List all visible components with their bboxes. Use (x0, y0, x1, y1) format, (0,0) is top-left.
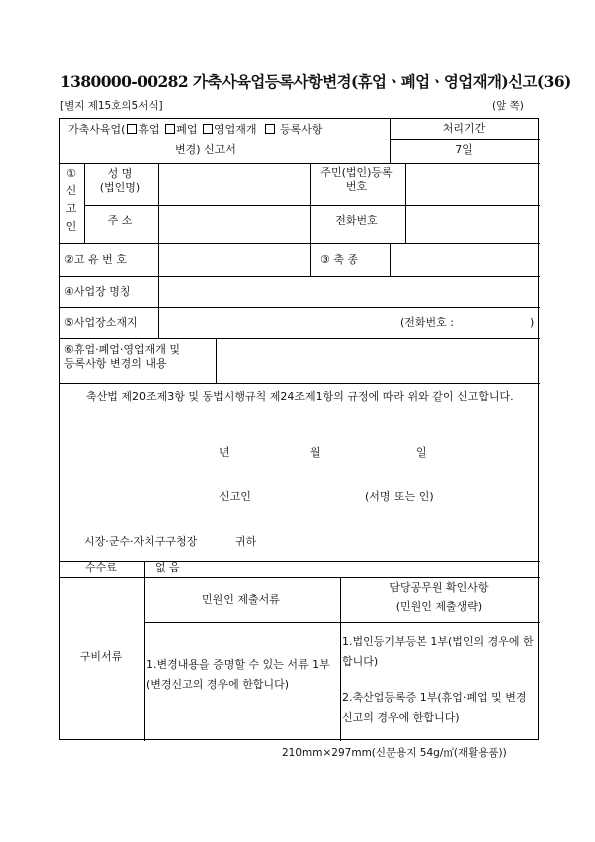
unique-number-label: ②고 유 번 호 (64, 253, 127, 266)
signature-label: (서명 또는 인) (365, 490, 434, 503)
unique-number-field[interactable] (158, 243, 308, 275)
reg-number-label: 주민(법인)등록 (320, 166, 393, 179)
addressee-label: 시장·군수·자치구구청장 (84, 535, 198, 548)
official-docs-header: 담당공무원 확인사항 (389, 581, 489, 594)
addressee-honorific: 귀하 (235, 535, 257, 548)
business-name-field[interactable] (158, 276, 538, 306)
name-sub-label: (법인명) (99, 181, 141, 194)
change-content-field[interactable] (216, 338, 538, 381)
reg-number-field[interactable] (405, 163, 538, 203)
applicant-docs-header: 민원인 제출서류 (202, 593, 280, 606)
livestock-type-field[interactable] (390, 243, 538, 275)
address-label: 주 소 (107, 214, 133, 227)
applicant-label-3: 인 (65, 220, 77, 233)
change-content-label-2: 등록사항 변경의 내용 (64, 357, 167, 370)
phone-field[interactable] (405, 205, 538, 241)
processing-period-label: 처리기간 (442, 122, 486, 135)
change-content-label: ⑥휴업·폐업·영업재개 및 (64, 343, 180, 356)
paper-spec-footer: 210mm×297mm(신문용지 54g/㎡(재활용품)) (282, 747, 507, 759)
page-side-label: (앞 쪽) (492, 100, 524, 112)
applicant-doc-item: 1.변경내용을 증명할 수 있는 서류 1부(변경신고의 경우에 한합니다) (146, 658, 330, 691)
fee-value: 없 음 (155, 561, 180, 574)
applicant-label-2: 고 (65, 202, 77, 215)
checkbox-reopen[interactable] (203, 124, 213, 134)
name-label: 성 명 (107, 167, 133, 180)
phone-label: 전화번호 (335, 214, 378, 227)
business-phone-label: (전화번호 : (400, 316, 454, 329)
declarant-label: 신고인 (219, 490, 251, 503)
date-month-label: 월 (310, 446, 321, 459)
business-address-label: ⑤사업장소재지 (64, 316, 138, 329)
checkbox-change[interactable] (265, 124, 275, 134)
form-name-line2: 변경) 신고서 (175, 143, 236, 156)
form-title: 1380000-00282 가축사육업등록사항변경(휴업ㆍ폐업ㆍ영업재개)신고(36) (60, 72, 571, 91)
fee-label: 수수료 (85, 561, 117, 574)
official-docs-subheader: (민원인 제출생략) (395, 600, 483, 613)
declaration-text: 축산법 제20조제3항 및 동법시행규칙 제24조제1항의 규정에 따라 위와 같이 신고합니다. (86, 390, 514, 403)
processing-period-value: 7일 (455, 143, 473, 156)
documents-label: 구비서류 (79, 650, 123, 663)
date-year-label: 년 (219, 446, 230, 459)
business-address-field[interactable] (158, 307, 398, 337)
business-name-label: ④사업장 명칭 (64, 285, 131, 298)
livestock-type-label: ③ 축 종 (320, 253, 359, 266)
address-field[interactable] (158, 205, 308, 241)
official-doc-item-1: 1.법인등기부등본 1부(법인의 경우에 한합니다) (342, 635, 534, 668)
checkbox-close[interactable] (165, 124, 175, 134)
applicant-label-1: 신 (65, 184, 77, 197)
date-day-label: 일 (416, 446, 427, 459)
checkbox-temp-close[interactable] (127, 124, 137, 134)
official-doc-item-2: 2.축산업등록증 1부(휴업·폐업 및 변경신고의 경우에 한합니다) (342, 691, 527, 724)
business-phone-close: ) (530, 316, 535, 329)
applicant-section-no: ① (66, 167, 76, 180)
reg-number-label-2: 번호 (345, 180, 368, 193)
name-field[interactable] (158, 163, 308, 203)
form-name: 가축사육업( 휴업 폐업 영업재개 등록사항 (68, 123, 323, 136)
annex-label: [별지 제15호의5서식] (60, 100, 163, 112)
